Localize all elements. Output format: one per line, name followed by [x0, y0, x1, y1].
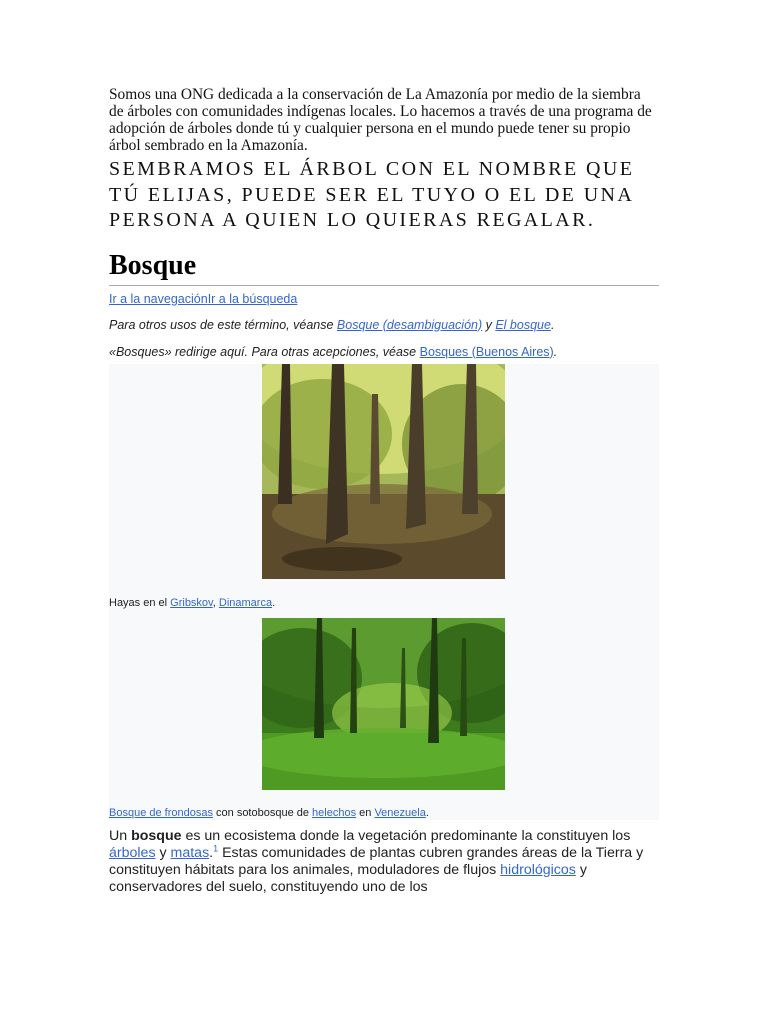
link-el-bosque[interactable]: El bosque — [495, 317, 551, 332]
nav-link-navigation[interactable]: Ir a la navegación — [109, 291, 208, 306]
caption-beech-forest — [109, 596, 275, 610]
link-bosque-desambiguacion[interactable]: Bosque (desambiguación) — [336, 317, 483, 332]
fern-forest-illustration — [262, 618, 505, 790]
beech-forest-image[interactable] — [262, 364, 505, 579]
link-matas[interactable]: matas — [170, 844, 210, 861]
link-arboles[interactable]: árboles — [109, 844, 156, 861]
caption-text: Hayas en el — [109, 596, 171, 609]
hatnote-text: y — [482, 317, 496, 332]
link-gribskov[interactable]: Gribskov — [170, 596, 213, 609]
fern-forest-image[interactable] — [262, 618, 505, 790]
caption-text: en — [356, 806, 375, 819]
hatnote-text: «Bosques» redirige aquí. Para otras acepciones, véase — [109, 344, 420, 359]
document-page — [109, 86, 659, 896]
body-text: Un — [109, 827, 132, 844]
body-text: es un ecosistema donde la vegetación predominante la constituyen los — [181, 827, 631, 844]
article-title: Bosque — [109, 250, 659, 286]
nav-link-search[interactable]: Ir a la búsqueda — [207, 291, 298, 306]
link-bosque-de-frondosas[interactable]: Bosque de frondosas — [109, 806, 213, 819]
intro-paragraph: Somos una ONG dedicada a la conservación de La Amazonía por medio de la siembra de árboles con comunidades indígenas locales. Lo hacemos a través de una programa de adopción de árboles donde tú y cualquier persona en el mundo puede tener su propio árbol sembrado en la Amazonía. — [109, 86, 652, 154]
caption-text: con sotobosque de — [212, 806, 313, 819]
caption-text: . — [425, 806, 429, 819]
nav-links — [109, 291, 659, 307]
hatnote-text: Para otros usos de este término, véanse — [109, 317, 337, 332]
hatnote-redirect — [109, 344, 659, 360]
caption-text: , — [212, 596, 219, 609]
body-text: y — [155, 844, 171, 861]
link-venezuela[interactable]: Venezuela — [374, 806, 426, 819]
body-text: Estas comunidades de plantas cubren grandes áreas de la Tierra y constituyen hábitats para los animales, moduladores de flujos — [109, 844, 644, 878]
caption-fern-forest — [109, 806, 429, 820]
hatnote-disambiguation — [109, 317, 659, 333]
headline: SEMBRAMOS EL ÁRBOL CON EL NOMBRE QUE TÚ ELIJAS, PUEDE SER EL TUYO O EL DE UNA PERSONA A QUIEN LO QUIERAS REGALAR. — [109, 158, 635, 231]
link-hidrologicos[interactable]: hidrológicos — [500, 861, 576, 878]
link-helechos[interactable]: helechos — [312, 806, 357, 819]
link-bosques-buenos-aires[interactable]: Bosques (Buenos Aires) — [419, 344, 554, 359]
caption-text: . — [272, 596, 276, 609]
body-text: y conservadores del suelo, constituyendo uno de los — [109, 861, 587, 895]
image-gallery — [109, 364, 659, 820]
body-bold-term: bosque — [131, 827, 182, 844]
reference-1[interactable]: 1 — [213, 842, 219, 853]
beech-forest-illustration — [262, 364, 505, 579]
hatnote-text: . — [550, 317, 555, 332]
link-dinamarca[interactable]: Dinamarca — [218, 596, 273, 609]
article-body-paragraph: Un bosque es un ecosistema donde la vegetación predominante la constituyen los árboles y matas.$^1$ Estas comunidades de plantas cubren grandes áreas de la Tierra y constituyen hábitats para los animales, moduladores de flujos hidrológicos y conservadores del suelo, constituyendo uno de los — [109, 827, 644, 895]
hatnote-text: . — [553, 344, 558, 359]
